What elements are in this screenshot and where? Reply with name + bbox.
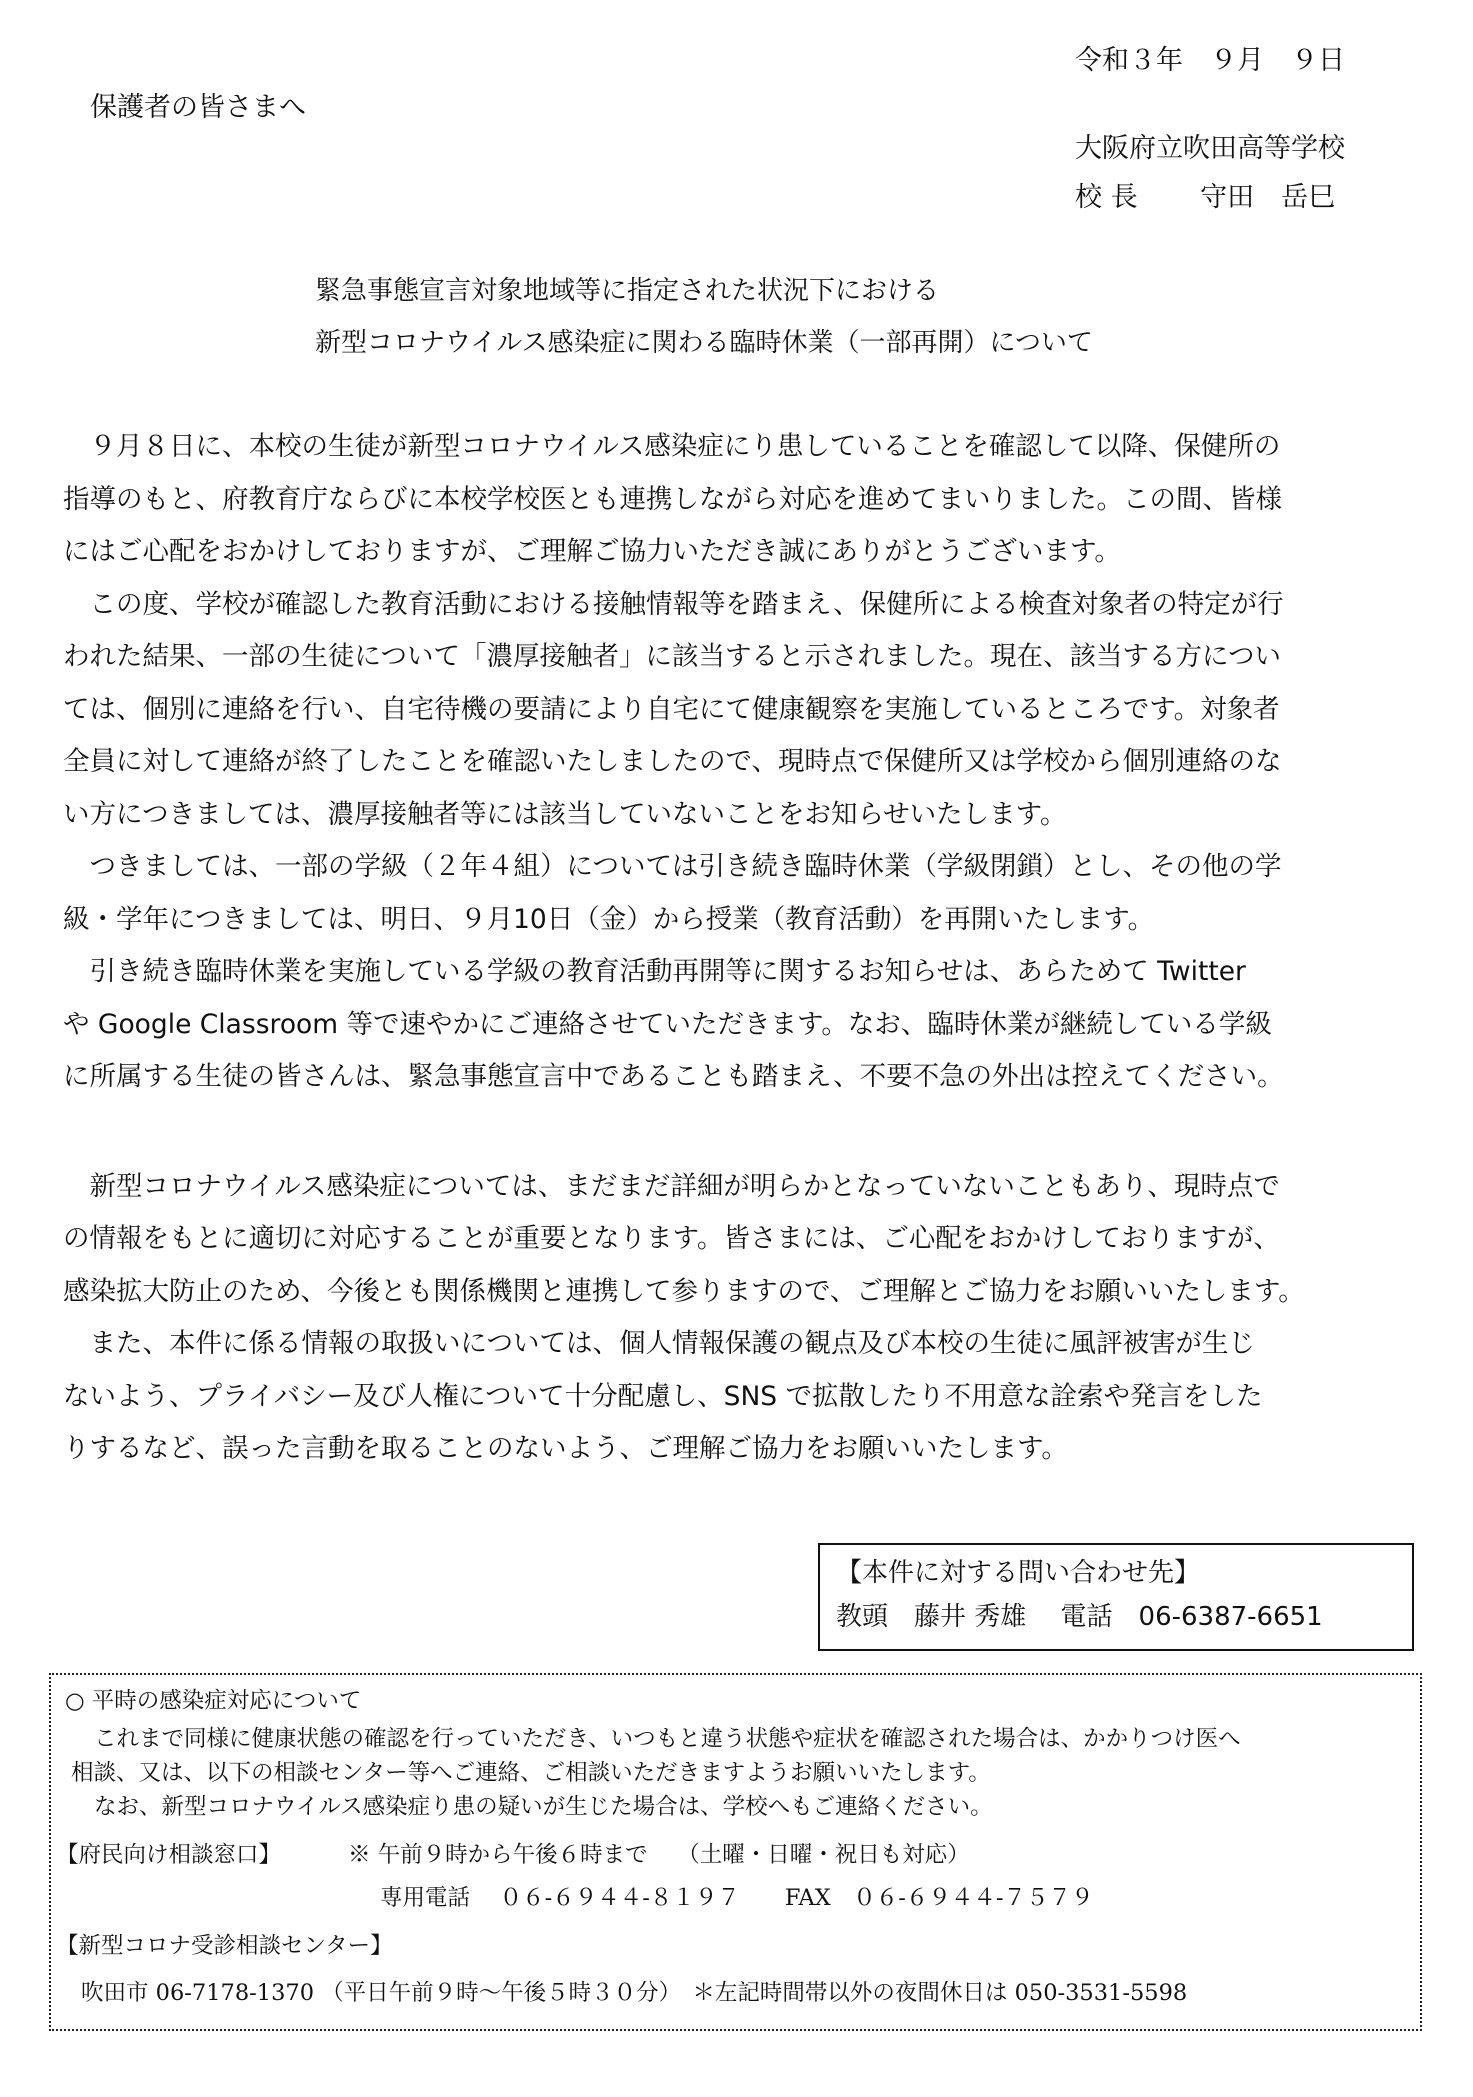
- body-line: や Google Classroom 等で速やかにご連絡させていただきます。なお、臨時休業が継続している学級: [63, 1008, 1272, 1040]
- prefecture-label: 【府民向け相談窓口】: [56, 1842, 282, 1868]
- body-line: 新型コロナウイルス感染症については、まだまだ詳細が明らかとなっていないこともあり、現時点で: [63, 1170, 1280, 1202]
- body-line: 感染拡大防止のため、今後とも関係機関と連携して参りますので、ご理解とご協力をお願いいたします。: [63, 1275, 1305, 1307]
- info-line: 相談、又は、以下の相談センター等へご連絡、ご相談いただきますようお願いいたします。: [71, 1760, 991, 1786]
- prefecture-hours: ※ 午前９時から午後６時まで （土曜・日曜・祝日も対応）: [348, 1842, 970, 1868]
- body-line: 引き続き臨時休業を実施している学級の教育活動再開等に関するお知らせは、あらためて Twitter: [63, 956, 1246, 987]
- prefecture-phone: 専用電話 ０６-６９４４-８１９７ FAX ０６-６９４４-７５７９: [380, 1885, 1094, 1911]
- contact-heading: 【本件に対する問い合わせ先】: [836, 1558, 1201, 1588]
- body-line: ては、個別に連絡を行い、自宅待機の要請により自宅にて健康観察を実施しているところです。対象者: [63, 693, 1280, 725]
- date: 令和３年 ９月 ９日: [1075, 45, 1345, 76]
- body-line: の情報をもとに適切に対応することが重要となります。皆さまには、ご心配をおかけしておりますが、: [63, 1223, 1280, 1254]
- info-heading: ○ 平時の感染症対応について: [65, 1688, 362, 1714]
- school-name: 大阪府立吹田高等学校: [1075, 133, 1345, 164]
- center-detail: 吹田市 06-7178-1370 （平日午前９時～午後５時３０分） ＊左記時間帯以外の夜間休日は 050-3531-5598: [81, 1980, 1188, 2006]
- contact-box: [818, 1543, 1414, 1651]
- body-line: この度、学校が確認した教育活動における接触情報等を踏まえ、保健所による検査対象者の特定が行: [63, 588, 1284, 620]
- body-line: また、本件に係る情報の取扱いについては、個人情報保護の観点及び本校の生徒に風評被害が生じ: [63, 1328, 1255, 1359]
- body-text: [63, 421, 1413, 1476]
- body-line: われた結果、一部の生徒について「濃厚接触者」に該当すると示されました。現在、該当する方につい: [63, 641, 1281, 672]
- info-box: [49, 1673, 1422, 2031]
- contact-detail: 教頭 藤井 秀雄 電話 06-6387-6651: [836, 1602, 1323, 1632]
- body-line: 級・学年につきましては、明日、９月10日（金）から授業（教育活動）を再開いたします。: [63, 903, 1155, 935]
- center-label: 【新型コロナ受診相談センター】: [56, 1933, 393, 1959]
- body-line: ないよう、プライバシー及び人権について十分配慮し、SNS で拡散したり不用意な詮索や発言をした: [63, 1380, 1263, 1412]
- body-line: つきましては、一部の学級（２年４組）については引き続き臨時休業（学級閉鎖）とし、その他の学: [63, 851, 1282, 882]
- body-line: い方につきましては、濃厚接触者等には該当していないことをお知らせいたします。: [63, 798, 1067, 830]
- body-line: 全員に対して連絡が終了したことを確認いたしましたので、現時点で保健所又は学校から個別連絡のな: [63, 746, 1282, 777]
- body-line: にはご心配をおかけしておりますが、ご理解ご協力いただき誠にありがとうございます。: [63, 536, 1121, 567]
- title-line-2: 新型コロナウイルス感染症に関わる臨時休業（一部再開）について: [315, 328, 1093, 358]
- info-line: これまで同様に健康状態の確認を行っていただき、いつもと違う状態や症状を確認された場合は、かかりつけ医へ: [94, 1726, 1241, 1752]
- body-line: 指導のもと、府教育庁ならびに本校学校医とも連携しながら対応を進めてまいりました。この間、皆様: [63, 483, 1282, 515]
- info-line: なお、新型コロナウイルス感染症り患の疑いが生じた場合は、学校へもご連絡ください。: [94, 1794, 993, 1820]
- body-line: に所属する生徒の皆さんは、緊急事態宣言中であることも踏まえ、不要不急の外出は控えてください。: [63, 1061, 1284, 1092]
- body-line: りするなど、誤った言動を取ることのないよう、ご理解ご協力をお願いいたします。: [63, 1433, 1068, 1464]
- addressee: 保護者の皆さまへ: [90, 92, 306, 123]
- paragraph-gap: [63, 1104, 1413, 1161]
- body-line: ９月８日に、本校の生徒が新型コロナウイルス感染症にり患していることを確認して以降、保健所の: [63, 431, 1281, 462]
- principal-name: 校 長 守田 岳巳: [1075, 182, 1336, 213]
- title-line-1: 緊急事態宣言対象地域等に指定された状況下における: [315, 276, 940, 306]
